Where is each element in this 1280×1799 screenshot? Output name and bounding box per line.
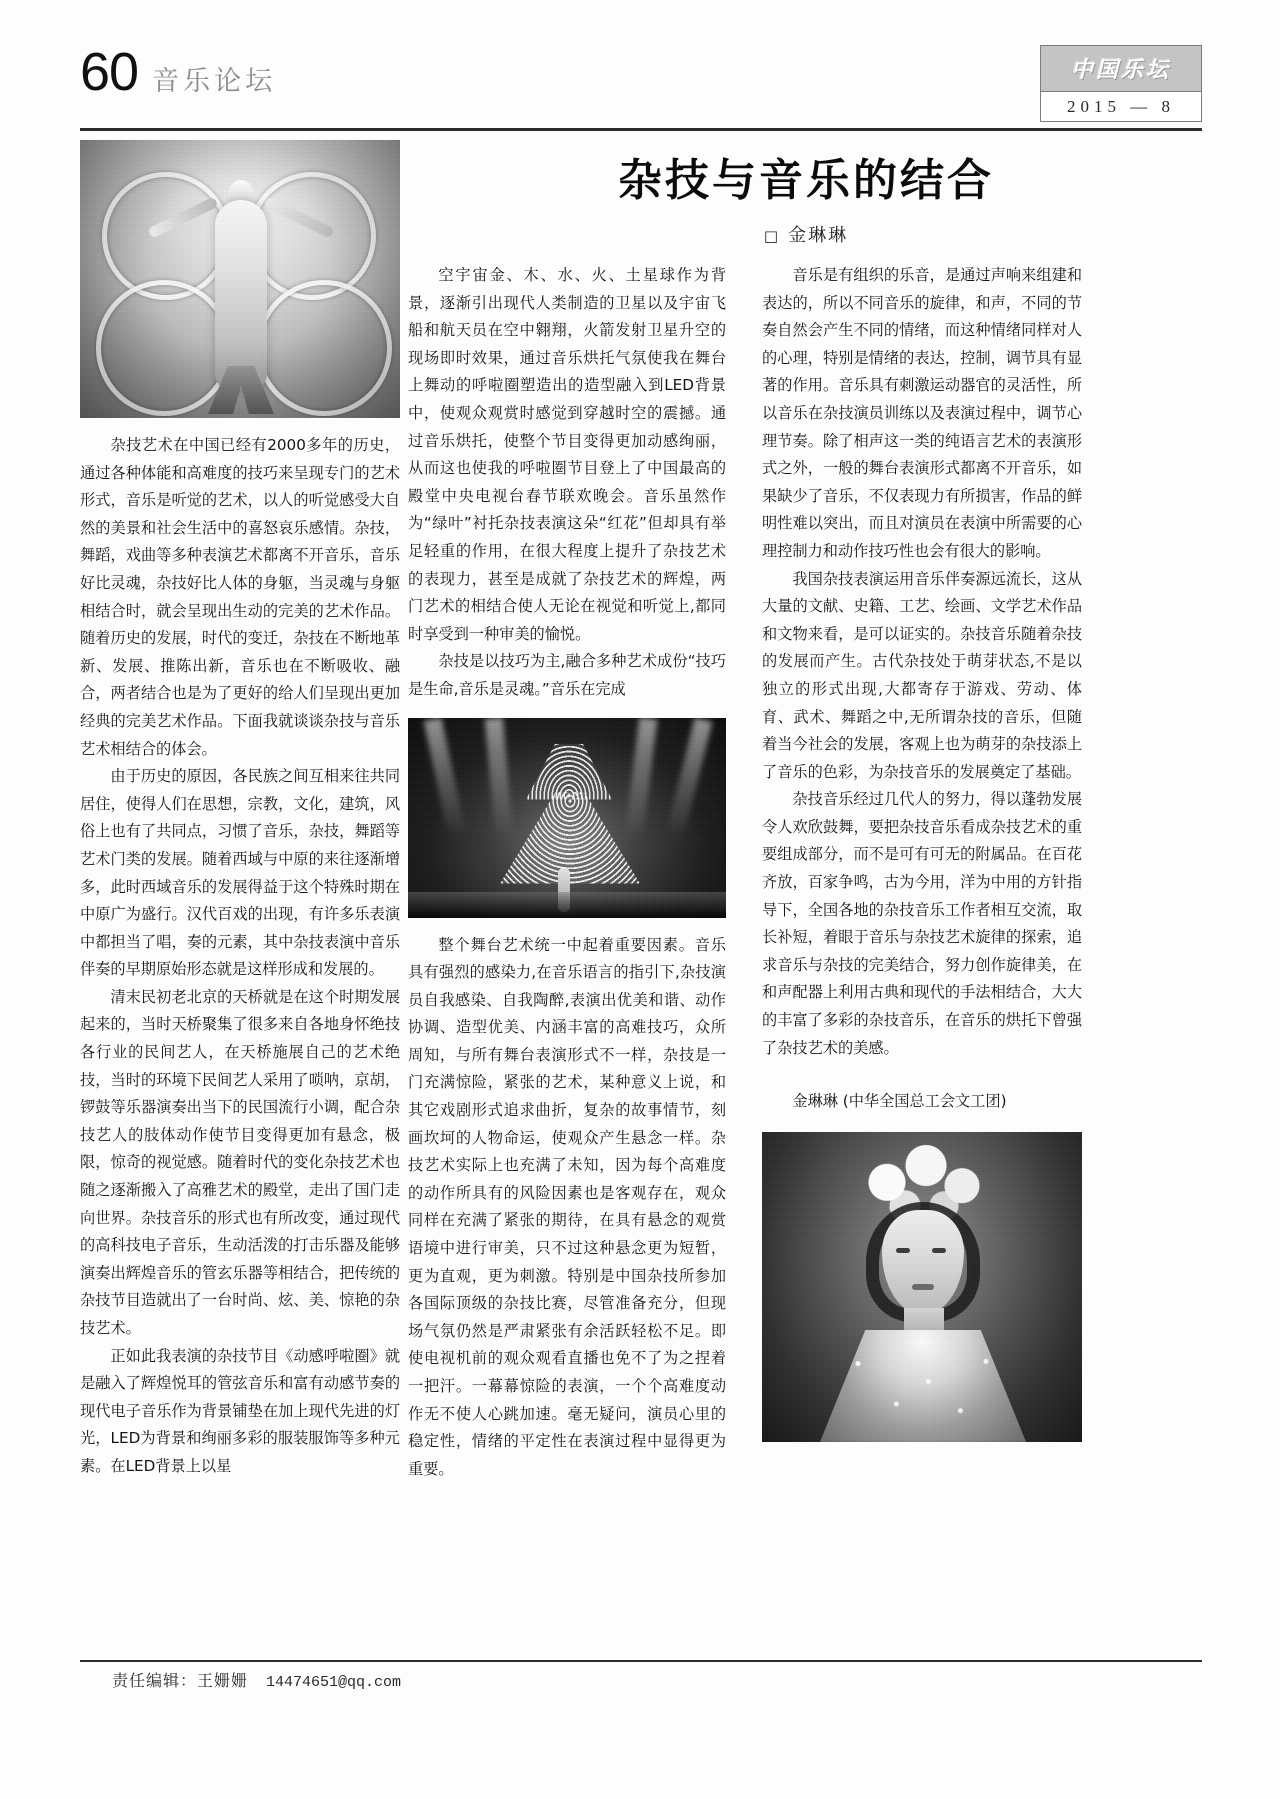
byline: [410, 221, 1202, 247]
column-middle: [408, 262, 726, 1483]
title-block: [410, 155, 1202, 247]
column-right: [762, 262, 1082, 1442]
dancer-skirt: [500, 792, 640, 884]
photo-performer-portrait: [762, 1132, 1082, 1442]
paragraph: 空宇宙金、木、水、火、土星球作为背景，逐渐引出现代人类制造的卫星以及宇宙飞船和航天员在空中翱翔，火箭发射卫星升空的现场即时效果，通过音乐烘托气氛使我在舞台上舞动的呼啦圈塑造出的造型融入到LED背景中，使观众观赏时感觉到穿越时空的震撼。通过音乐烘托，使整个节目变得更加动感绚丽，从而这也使我的呼啦圈节目登上了中国最高的殿堂中央电视台春节联欢晚会。音乐虽然作为“绿叶”衬托杂技表演这朵“红花”但却具有举足轻重的作用，在很大程度上提升了杂技艺术的表现力，甚至是成就了杂技艺术的辉煌，两门艺术的相结合使人无论在视觉和听觉上,都同时享受到一种审美的愉悦。: [408, 266, 726, 643]
page-title: 杂技与音乐的结合: [618, 155, 994, 206]
stage-light-beam: [485, 718, 513, 839]
section-label: 音乐论坛: [152, 66, 277, 97]
paragraph: 杂技艺术在中国已经有2000多年的历史，通过各种体能和高难度的技巧来呈现专门的艺术形式，音乐是听觉的艺术，以人的听觉感受大自然的美景和社会生活中的喜怒哀乐感情。杂技，舞蹈，戏曲等多种表演艺术都离不开音乐，音乐好比灵魂，杂技好比人体的身躯，当灵魂与身躯相结合时，就会呈现出生动的完美的艺术作品。随着历史的发展，时代的变迁，杂技在不断地革新、发展、推陈出新，音乐也在不断吸收、融合，两者结合也是为了更好的给人们呈现出更加经典的完美艺术作品。下面我就谈谈杂技与音乐艺术相结合的体会。: [80, 436, 400, 758]
editor-label: 责任编辑：: [112, 1671, 198, 1690]
page-header: [80, 42, 1202, 125]
stage-light-beam: [424, 718, 467, 839]
photo-spinning-dress: [408, 718, 726, 918]
paragraph: 音乐是有组织的乐音，是通过声响来组建和表达的，所以不同音乐的旋律，和声，不同的节奏自然会产生不同的情绪，而这种情绪同样对人的心理，特别是情绪的表达，控制，调节具有显著的作用。音乐具有刺激运动器官的灵活性，所以音乐在杂技演员训练以及表演过程中，调节心理节奏。除了相声这一类的纯语言艺术的表演形式之外，一般的舞台表演形式都离不开音乐，如果缺少了音乐，不仅表现力有所损害，作品的鲜明性难以突出，而且对演员在表演中所需要的心理控制力和动作技巧性也会有很大的影响。: [762, 266, 1082, 560]
stage-light-beam: [666, 718, 712, 838]
paragraph: 杂技是以技巧为主,融合多种艺术成份“技巧是生命,音乐是灵魂。”音乐在完成: [408, 652, 726, 698]
footer-divider: [80, 1660, 1202, 1662]
paragraph: 杂技音乐经过几代人的努力，得以蓬勃发展令人欢欣鼓舞，要把杂技音乐看成杂技艺术的重要组成部分，而不是可有可无的附属品。在百花齐放，百家争鸣，古为今用，洋为中用的方针指导下，全国各地的杂技音乐工作者相互交流，取长补短，着眼于音乐与杂技艺术旋律的探索，追求音乐与杂技的完美结合，努力创作旋律美，在和声配器上利用古典和现代的手法相结合，大大的丰富了多彩的杂技音乐，在音乐的烘托下曾强了杂技艺术的美感。: [762, 790, 1082, 1057]
costume-sparkles: [762, 1330, 1082, 1442]
stage-floor: [408, 892, 726, 918]
paragraph: 整个舞台艺术统一中起着重要因素。音乐具有强烈的感染力,在音乐语言的指引下,杂技演员自我感染、自我陶醉,表演出优美和谐、动作协调、造型优美、内涵丰富的高难技巧，众所周知，与所有舞台表演形式不一样，杂技是一门充满惊险，紧张的艺术，某种意义上说，和其它戏剧形式追求曲折，复杂的故事情节，刻画坎坷的人物命运，使观众产生悬念一样。杂技艺术实际上也充满了未知，因为每个高难度的动作所具有的风险因素也是客观存在，观众同样在充满了紧张的期待，在具有悬念的观赏语境中进行审美，只不过这种悬念更为短暂，更为直观，更为刺激。特别是中国杂技所参加各国际顶级的杂技比赛，尽管准备充分，但现场气氛仍然是严肃紧张有余活跃轻松不足。即使电视机前的观众观看直播也免不了为之捏着一把汗。一幕幕惊险的表演，一个个高难度动作无不使人心跳加速。毫无疑问，演员心里的稳定性，情绪的平定性在表演过程中显得更为重要。: [408, 935, 726, 1478]
column-left: [80, 140, 400, 1481]
byline-author: 金琳琳: [788, 224, 849, 246]
folio: [80, 42, 277, 102]
page-footer: [80, 1668, 1234, 1691]
mouth: [912, 1284, 934, 1290]
masthead-issue: 2015 — 8: [1067, 96, 1175, 116]
stage-light-beam: [625, 718, 657, 839]
masthead-box: [1040, 45, 1202, 122]
editor-email: 14474651@qq.com: [266, 1674, 402, 1691]
header-divider: [80, 128, 1202, 131]
paragraph: 正如此我表演的杂技节目《动感呼啦圈》就是融入了辉煌悦耳的管弦音乐和富有动感节奏的现代电子音乐作为背景铺垫在加上现代先进的灯光，LED为背景和绚丽多彩的服装服饰等多种元素。在LED背景上以星: [80, 1346, 400, 1475]
masthead-logo: 中国乐坛: [1041, 46, 1201, 92]
photo-hoop-performer: [80, 140, 400, 418]
paragraph: 清末民初老北京的天桥就是在这个时期发展起来的，当时天桥聚集了很多来自各地身怀绝技各行业的民间艺人，在天桥施展自己的艺术绝技，当时的环境下民间艺人采用了唢呐，京胡，锣鼓等乐器演奏出当下的民国流行小调，配合杂技艺人的肢体动作使节目变得更加有悬念，极限，惊奇的视觉感。随着时代的变化杂技艺术也随之逐渐搬入了高雅艺术的殿堂，走出了国门走向世界。杂技音乐的形式也有所改变，通过现代的高科技电子音乐，生动活泼的打击乐器及能够演奏出辉煌音乐的管玄乐器等相结合，把传统的杂技节目造就出了一台时尚、炫、美、惊艳的杂技艺术。: [80, 987, 400, 1337]
byline-square-icon: □: [763, 226, 781, 245]
editor-name: 王姗姗: [197, 1671, 249, 1690]
eye: [896, 1248, 910, 1253]
dancer-bodice: [526, 744, 612, 800]
paragraph: 我国杂技表演运用音乐伴奏源远流长，这从大量的文献、史籍、工艺、绘画、文学艺术作品和文物来看，是可以证实的。杂技音乐随着杂技的发展而产生。古代杂技处于萌芽状态,不是以独立的形式出现,大都寄存于游戏、劳动、体育、武术、舞蹈之中,无所谓杂技的音乐，但随着当今社会的发展，客观上也为萌芽的杂技添上了音乐的色彩，为杂技音乐的发展奠定了基础。: [762, 569, 1082, 781]
paragraph: 由于历史的原因，各民族之间互相来往共同居住，使得人们在思想，宗教，文化，建筑，风俗上也有了共同点，习惯了音乐，杂技，舞蹈等艺术门类的发展。随着西域与中原的来往逐渐增多，此时西域音乐的发展得益于这个特殊时期在中原广为盛行。汉代百戏的出现，有许多乐表演中都担当了唱，奏的元素，其中杂技表演中音乐伴奏的早期原始形态就是这样形成和发展的。: [80, 767, 400, 979]
photo-vignette: [80, 140, 400, 418]
page-number: 60: [80, 42, 139, 102]
author-credit: 金琳琳 (中华全国总工会文工团): [792, 1092, 1007, 1111]
eye: [932, 1248, 946, 1253]
